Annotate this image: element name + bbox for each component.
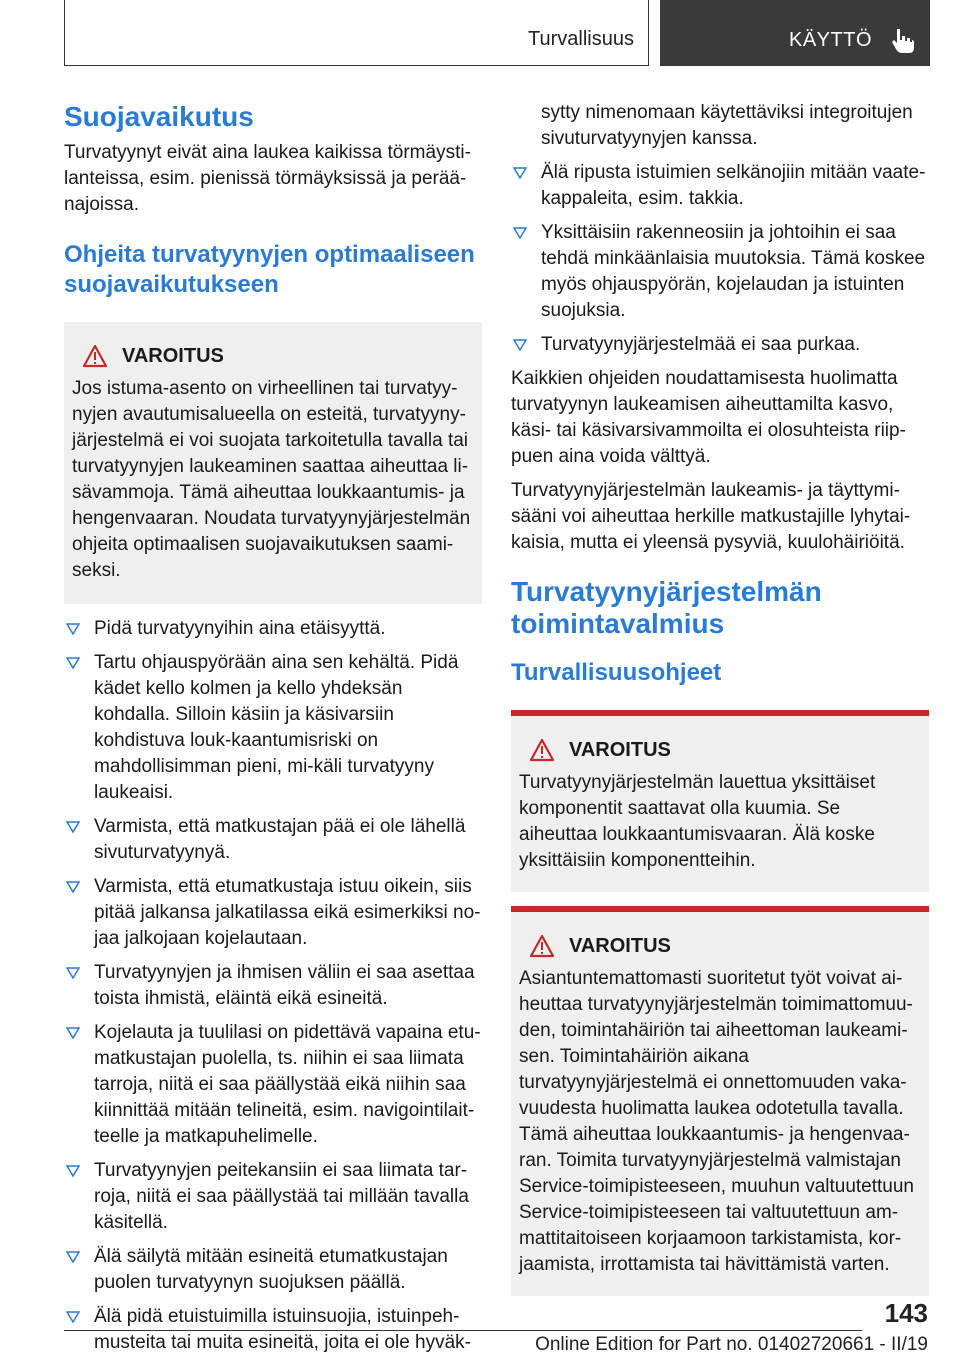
list-item: Varmista, että matkustajan pää ei ole lähellä sivuturvatyynyä. — [64, 814, 482, 866]
bullet-triangle-icon — [66, 1251, 80, 1263]
hand-pointer-icon — [888, 26, 918, 56]
list-item: Älä ripusta istuimien selkänojiin mitään vaate-kappaleita, esim. takkia. — [511, 160, 929, 212]
instruction-list — [64, 616, 482, 1356]
bullet-triangle-icon — [513, 227, 527, 239]
bullet-triangle-icon — [66, 657, 80, 669]
chapter-tab — [660, 0, 930, 66]
warning-text: Turvatyynyjärjestelmän lauettua yksittäiset komponentit saattavat olla kuumia. Se aiheuttaa loukkaantumisvaaran. Älä koske yksittäisiin komponentteihin. — [519, 772, 876, 871]
bullet-triangle-icon — [66, 967, 80, 979]
list-item: Pidä turvatyynyihin aina etäisyyttä. — [64, 616, 482, 642]
list-item: Turvatyynyjen ja ihmisen väliin ei saa asettaa toista ihmistä, eläintä eikä esineitä. — [64, 960, 482, 1012]
warning-header — [72, 344, 472, 368]
heading-readiness: Turvatyynyjärjestelmän toimintavalmius — [511, 576, 822, 639]
warning-label: VAROITUS — [122, 344, 224, 367]
bullet-triangle-icon — [66, 1311, 80, 1323]
warning-header — [519, 738, 919, 762]
page-number: 143 — [884, 1298, 928, 1328]
paragraph: Kaikkien ohjeiden noudattamisesta huolimatta turvatyynyn laukeamisen aiheuttamilta kasvo, käsi- tai käsivarsivammoilta ei olosuhteista riip-puen aina voida välttyä. — [511, 368, 906, 467]
warning-box — [511, 710, 929, 892]
list-item: Tartu ohjauspyörään aina sen kehältä. Pidä kädet kello kolmen ja kello yhdeksän kohdalla. Silloin käsiin ja käsivarsiin kohdistuva louk-kaantumisriski on mahdollisimman pieni, mi-käli turvatyyny laukeaisi. — [64, 650, 482, 806]
footer-edition: Online Edition for Part no. 01402720661 - II/19 — [535, 1334, 928, 1355]
paragraph: Turvatyynyjärjestelmän laukeamis- ja täyttymi-sääni voi aiheuttaa herkille matkustajille lyhytai-kaisia, mutta ei yleensä pysyviä, kuulohäiriöitä. — [511, 480, 911, 553]
warning-triangle-icon — [529, 738, 555, 762]
list-item: Turvatyynyjen peitekansiin ei saa liimata tar-roja, niitä ei saa päällystää tai millään tavalla käsitellä. — [64, 1158, 482, 1236]
bullet-triangle-icon — [66, 1027, 80, 1039]
heading-suojavaikutus: Suojavaikutus — [64, 101, 254, 132]
left-column — [64, 100, 482, 1356]
list-item: Turvatyynyjärjestelmää ei saa purkaa. — [511, 332, 929, 358]
bullet-triangle-icon — [66, 821, 80, 833]
paragraph: Turvatyynyt eivät aina laukea kaikissa törmäysti-lanteissa, esim. pienissä törmäyksissä ja perää-najoissa. — [64, 142, 471, 215]
bullet-triangle-icon — [66, 623, 80, 635]
bullet-triangle-icon — [66, 881, 80, 893]
list-item: Yksittäisiin rakenneosiin ja johtoihin ei saa tehdä minkäänlaisia muutoksia. Tämä koskee myös ohjauspyörän, kojelaudan ja istuinten suojuksia. — [511, 220, 929, 324]
list-item: Älä pidä etuistuimilla istuinsuojia, istuinpeh-musteita tai muita esineitä, joita ei ole hyväk- — [64, 1304, 482, 1356]
list-item: Kojelauta ja tuulilasi on pidettävä vapaina etu-matkustajan puolella, ts. niihin ei saa liimata tarroja, niitä ei saa päällystää eikä niihin saa kiinnittää mitään telineitä, esim. navigointilait-teelle ja matkapuhelimelle. — [64, 1020, 482, 1150]
warning-text: Asiantuntemattomasti suoritetut työt voivat ai-heuttaa turvatyynyjärjestelmän toimimattomuu-den, toimintahäiriön tai aiheettoman laukeami-sen. Toimintahäiriön aikana turvatyynyjärjestelmä ei onnettomuuden vaka-vuudesta huolimatta laukea odotetulla tavalla. Tämä aiheuttaa loukkaantumis- ja hengenvaa-ran. Toimita turvatyynyjärjestelmä valmistajan Service-toimipisteeseen, muuhun valtuutettuun Service-toimipisteeseen tai valtuutettuun am-mattitaitoiseen korjaamoon tarkistamista, kor-jaamista, irrottamista tai hävittämistä varten. — [519, 968, 915, 1275]
bullet-triangle-icon — [66, 1165, 80, 1177]
chapter-title: KÄYTTÖ — [788, 29, 872, 51]
heading-optimal-protection: Ohjeita turvatyynyjen optimaaliseen suojavaikutukseen — [64, 241, 475, 298]
list-item: Älä säilytä mitään esineitä etumatkustajan puolen turvatyynyn suojuksen päällä. — [64, 1244, 482, 1296]
section-tab — [64, 0, 649, 66]
page-header — [0, 0, 960, 66]
bullet-triangle-icon — [513, 339, 527, 351]
warning-label: VAROITUS — [569, 738, 671, 761]
warning-header — [519, 934, 919, 958]
bullet-triangle-icon — [513, 167, 527, 179]
section-title: Turvallisuus — [528, 28, 634, 50]
list-item: Varmista, että etumatkustaja istuu oikein, siis pitää jalkansa jalkatilassa eikä esimerkiksi no-jaa jalkojaan kojelautaan. — [64, 874, 482, 952]
heading-safety-instructions: Turvallisuusohjeet — [511, 659, 722, 686]
right-column — [511, 100, 929, 1296]
warning-text: Jos istuma-asento on virheellinen tai turvatyy-nyjen avautumisalueella on esteitä, turvatyyny-järjestelmä ei voi suojata tarkoitetulla tavalla tai turvatyynyjen laukeaminen saattaa aiheuttaa li-sävammoja. Tämä aiheuttaa loukkaantumis- ja hengenvaaran. Noudata turvatyynyjärjestelmän ohjeita optimaalisen suojavaikutuksen saami-seksi. — [72, 378, 471, 581]
list-item-continued: sytty nimenomaan käytettäviksi integroitujen sivuturvatyynyjen kanssa. — [541, 102, 913, 149]
warning-label: VAROITUS — [569, 934, 671, 957]
warning-triangle-icon — [529, 934, 555, 958]
footer-divider — [64, 1330, 862, 1331]
warning-box — [64, 322, 482, 604]
warning-box — [511, 906, 929, 1296]
instruction-list-continued — [511, 100, 929, 358]
warning-triangle-icon — [82, 344, 108, 368]
